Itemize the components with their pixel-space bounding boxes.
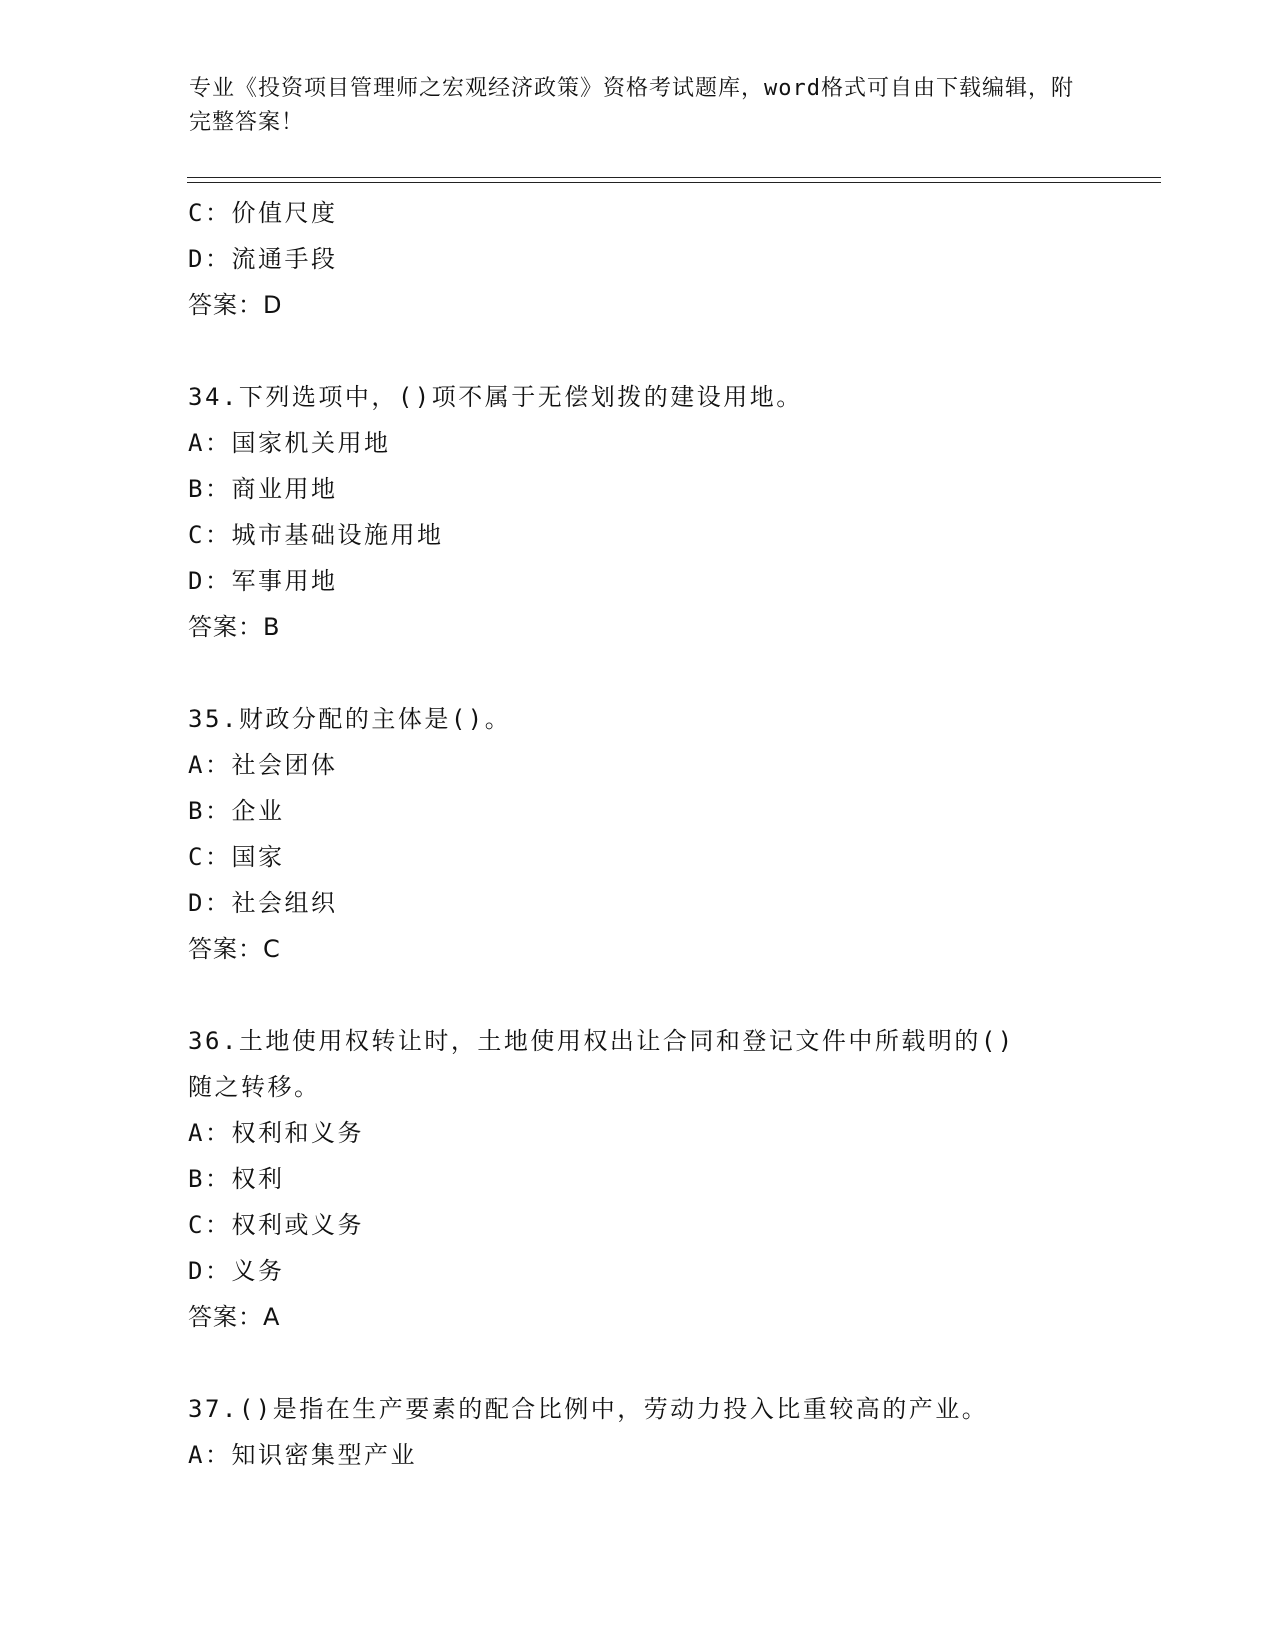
spacer: [188, 328, 1148, 374]
option-d: D：社会组织: [188, 889, 338, 917]
spacer: [188, 650, 1148, 696]
option-b: B：商业用地: [188, 475, 338, 503]
option-c: C：权利或义务: [188, 1211, 364, 1239]
question-text-line-1: 36.土地使用权转让时，土地使用权出让合同和登记文件中所载明的(): [188, 1027, 1015, 1055]
option-c: C：城市基础设施用地: [188, 521, 444, 549]
question-block-36: [188, 1018, 1148, 1340]
option-d: D：义务: [188, 1257, 285, 1285]
question-block-prev: [188, 190, 1148, 328]
option-a: A：知识密集型产业: [188, 1441, 417, 1469]
question-text: 35.财政分配的主体是()。: [188, 705, 512, 733]
option-c: C：国家: [188, 843, 285, 871]
option-b: B：企业: [188, 797, 285, 825]
spacer: [188, 1340, 1148, 1386]
question-text: 37.()是指在生产要素的配合比例中，劳动力投入比重较高的产业。: [188, 1395, 989, 1423]
document-header: 专业《投资项目管理师之宏观经济政策》资格考试题库，word格式可自由下载编辑，附完整答案！: [189, 76, 1074, 135]
question-block-37: [188, 1386, 1148, 1478]
question-text-line-2: 随之转移。: [188, 1073, 321, 1101]
question-text: 34.下列选项中，()项不属于无偿划拨的建设用地。: [188, 383, 803, 411]
question-block-34: [188, 374, 1148, 650]
option-d: D：军事用地: [188, 567, 338, 595]
option-a: A：权利和义务: [188, 1119, 364, 1147]
option-a: A：国家机关用地: [188, 429, 391, 457]
option-c: C：价值尺度: [188, 199, 338, 227]
option-a: A：社会团体: [188, 751, 338, 779]
option-b: B：权利: [188, 1165, 285, 1193]
question-block-35: [188, 696, 1148, 972]
question-list: [188, 190, 1148, 1478]
option-d: D：流通手段: [188, 245, 338, 273]
answer: 答案：C: [188, 935, 281, 963]
answer: 答案：D: [188, 291, 283, 319]
answer: 答案：A: [188, 1303, 281, 1331]
spacer: [188, 972, 1148, 1018]
answer: 答案：B: [188, 613, 281, 641]
header-divider: [187, 177, 1161, 183]
